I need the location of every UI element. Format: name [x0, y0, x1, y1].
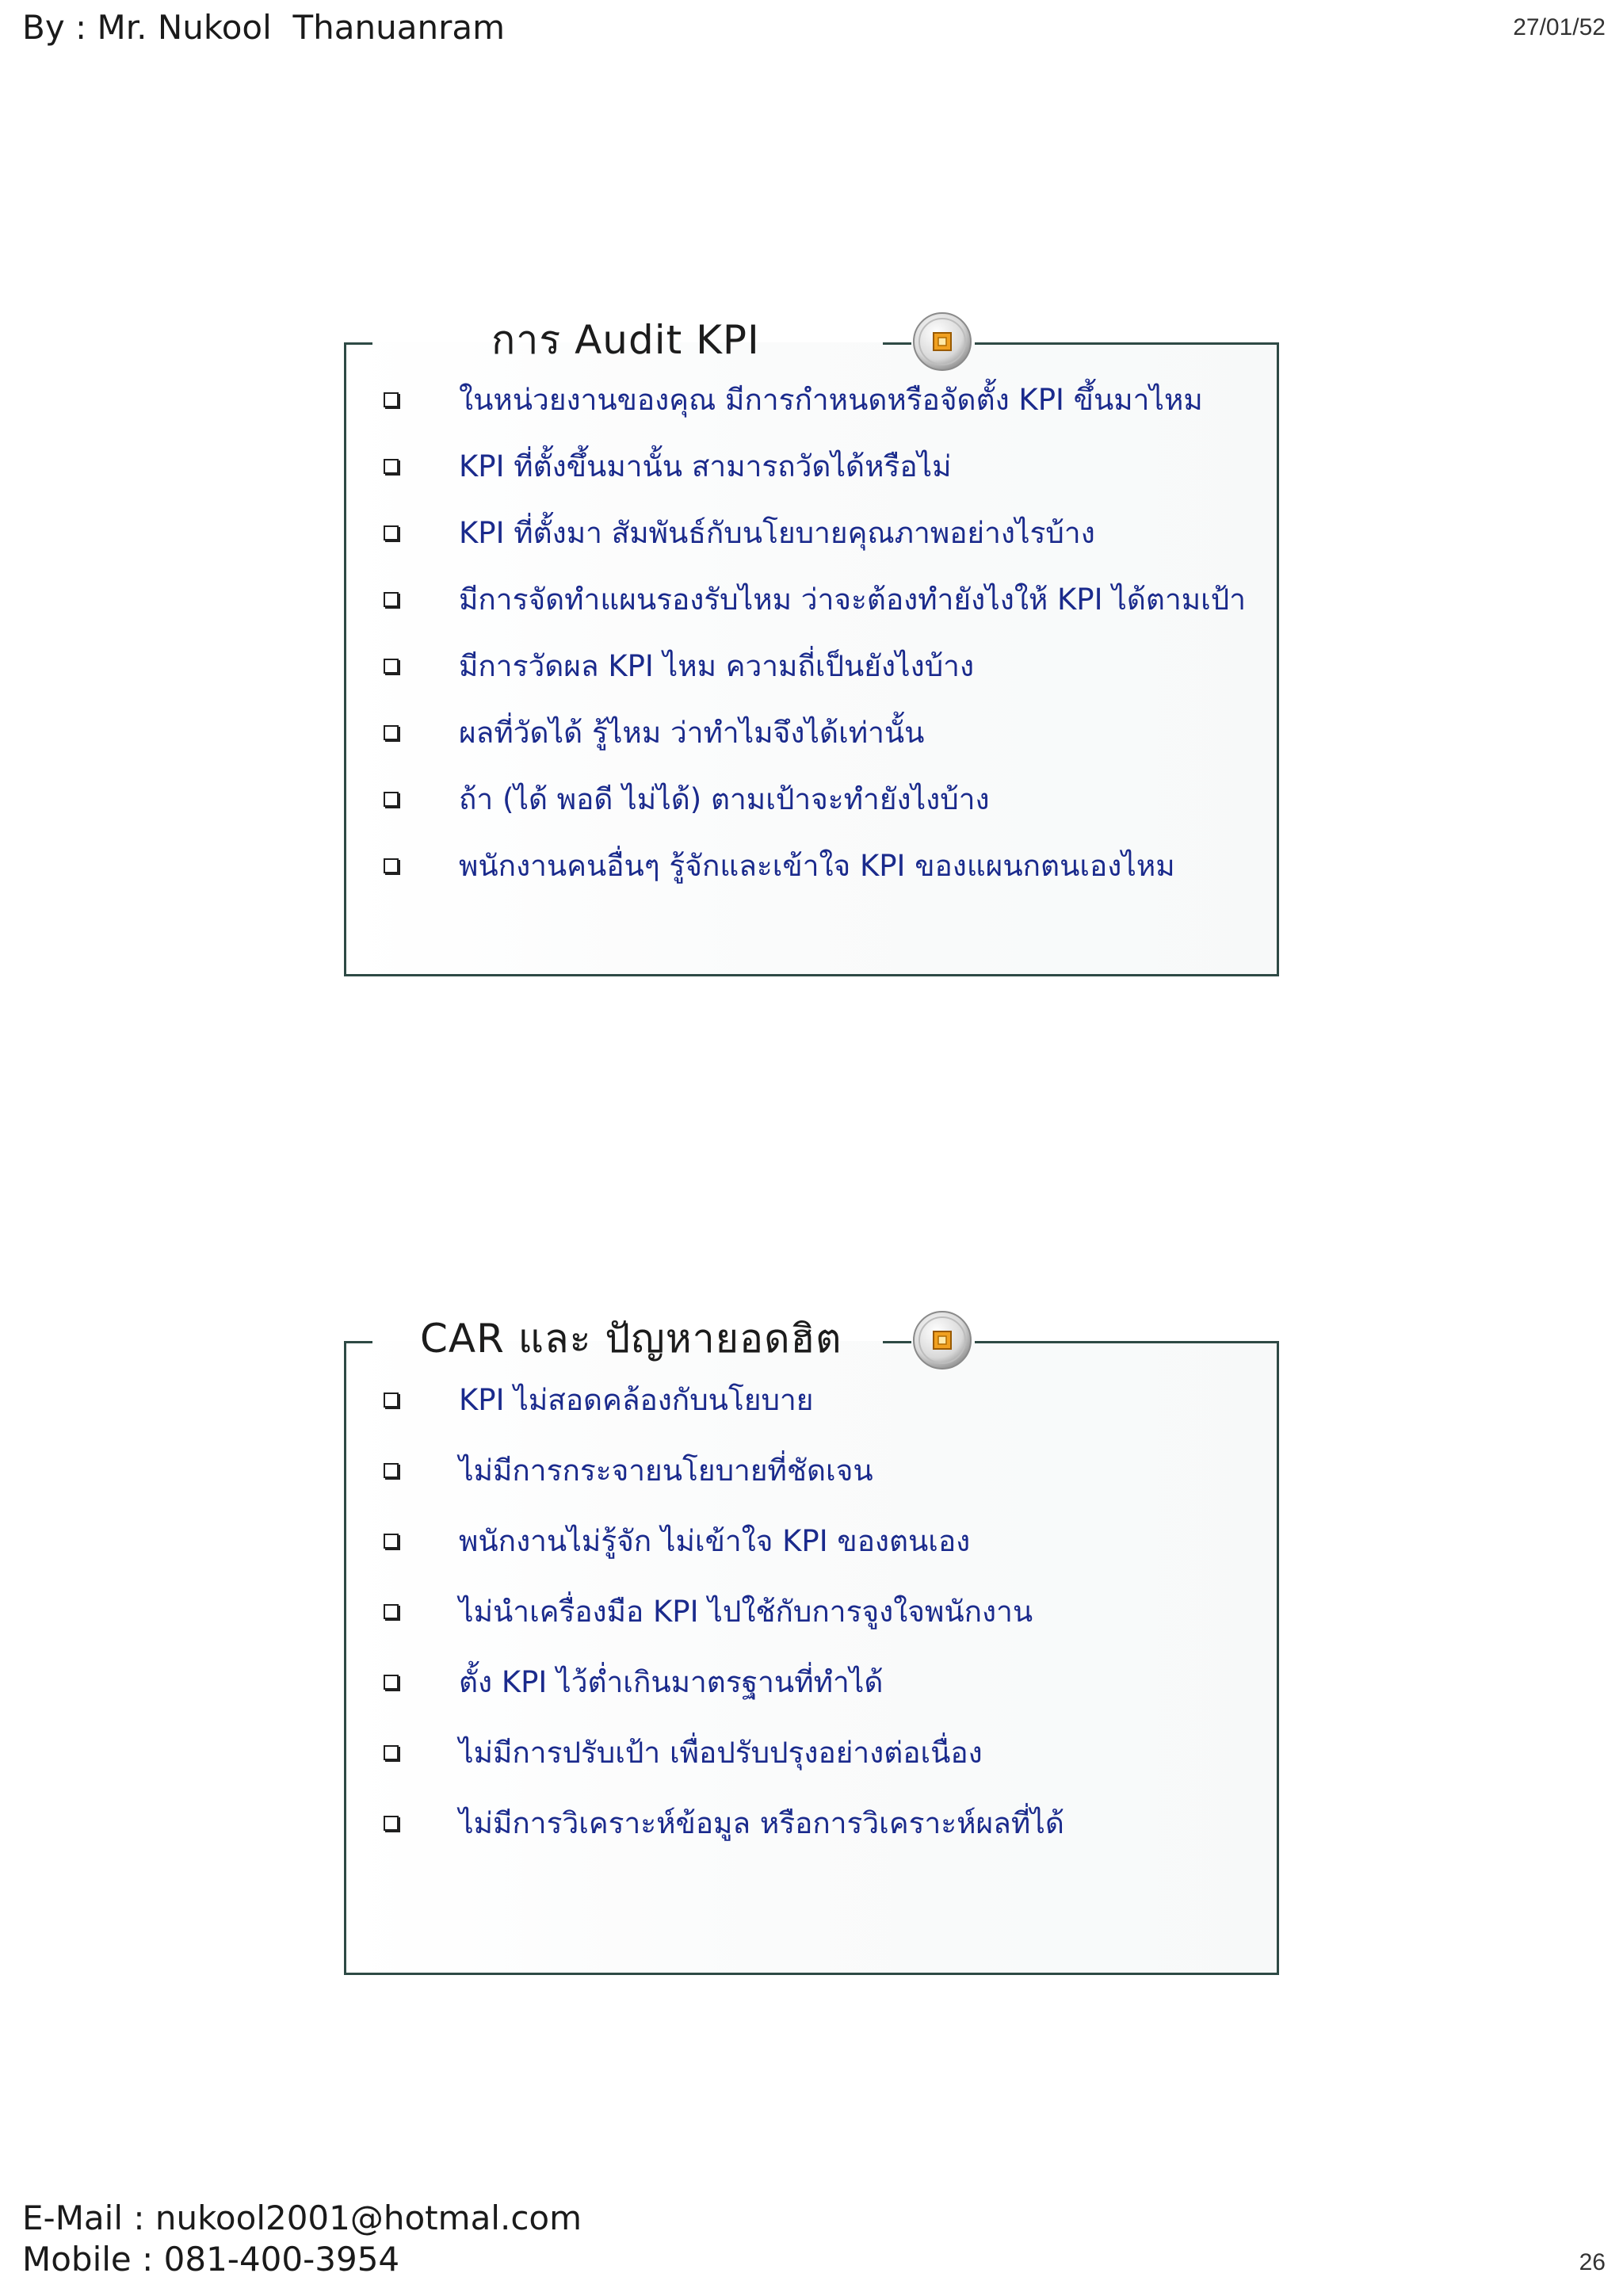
checkbox-bullet-icon [384, 1534, 399, 1549]
list-item: ถ้า (ได้ พอดี ไม่ได้) ตามเป้าจะทำยังไงบ้าง [384, 766, 1246, 832]
list-item: ตั้ง KPI ไว้ต่ำเกินมาตรฐานที่ทำได้ [384, 1647, 1064, 1717]
checkbox-bullet-icon [384, 525, 399, 541]
list-item: พนักงานไม่รู้จัก ไม่เข้าใจ KPI ของตนเอง [384, 1506, 1064, 1576]
checkbox-bullet-icon [384, 1604, 399, 1619]
list-item: ในหน่วยงานของคุณ มีการกำหนดหรือจัดตั้ง KPI ขึ้นมาไหม [384, 366, 1246, 433]
slide-title: CAR และ ปัญหายอดฮิต [420, 1316, 842, 1362]
slide-audit-kpi [344, 317, 1279, 976]
bullet-list [384, 366, 1246, 899]
checkbox-bullet-icon [384, 858, 399, 873]
gold-square-button-icon [911, 1309, 973, 1371]
checkbox-bullet-icon [384, 592, 399, 607]
slide-title: การ Audit KPI [491, 317, 760, 363]
list-item: พนักงานคนอื่นๆ รู้จักและเข้าใจ KPI ของแผนกตนเองไหม [384, 832, 1246, 899]
checkbox-bullet-icon [384, 392, 399, 407]
checkbox-bullet-icon [384, 725, 399, 740]
list-item: ผลที่วัดได้ รู้ไหม ว่าทำไมจึงได้เท่านั้น [384, 699, 1246, 766]
list-item: KPI ไม่สอดคล้องกับนโยบาย [384, 1365, 1064, 1435]
footer-mobile: Mobile : 081-400-3954 [22, 2240, 400, 2279]
list-item: ไม่มีการวิเคราะห์ข้อมูล หรือการวิเคราะห์ผลที่ได้ [384, 1788, 1064, 1859]
list-item: มีการจัดทำแผนรองรับไหม ว่าจะต้องทำยังไงให้ KPI ได้ตามเป้า [384, 566, 1246, 632]
checkbox-bullet-icon [384, 459, 399, 474]
checkbox-bullet-icon [384, 659, 399, 674]
list-item: KPI ที่ตั้งมา สัมพันธ์กับนโยบายคุณภาพอย่างไรบ้าง [384, 499, 1246, 566]
date-header: 27/01/52 [1513, 14, 1606, 40]
list-item: KPI ที่ตั้งขึ้นมานั้น สามารถวัดได้หรือไม่ [384, 433, 1246, 499]
checkbox-bullet-icon [384, 1745, 399, 1760]
list-item: ไม่นำเครื่องมือ KPI ไปใช้กับการจูงใจพนักงาน [384, 1576, 1064, 1647]
author-header: By : Mr. Nukool Thanuanram [22, 8, 506, 47]
checkbox-bullet-icon [384, 1816, 399, 1831]
list-item: ไม่มีการปรับเป้า เพื่อปรับปรุงอย่างต่อเนื่อง [384, 1717, 1064, 1788]
list-item: มีการวัดผล KPI ไหม ความถี่เป็นยังไงบ้าง [384, 632, 1246, 699]
checkbox-bullet-icon [384, 792, 399, 807]
slide-car-problems [344, 1316, 1279, 1975]
footer-email: E-Mail : nukool2001@hotmal.com [22, 2199, 582, 2237]
list-item: ไม่มีการกระจายนโยบายที่ชัดเจน [384, 1435, 1064, 1506]
page-number: 26 [1579, 2249, 1606, 2275]
checkbox-bullet-icon [384, 1392, 399, 1408]
checkbox-bullet-icon [384, 1463, 399, 1478]
bullet-list [384, 1365, 1064, 1859]
gold-square-button-icon [911, 311, 973, 372]
checkbox-bullet-icon [384, 1675, 399, 1690]
